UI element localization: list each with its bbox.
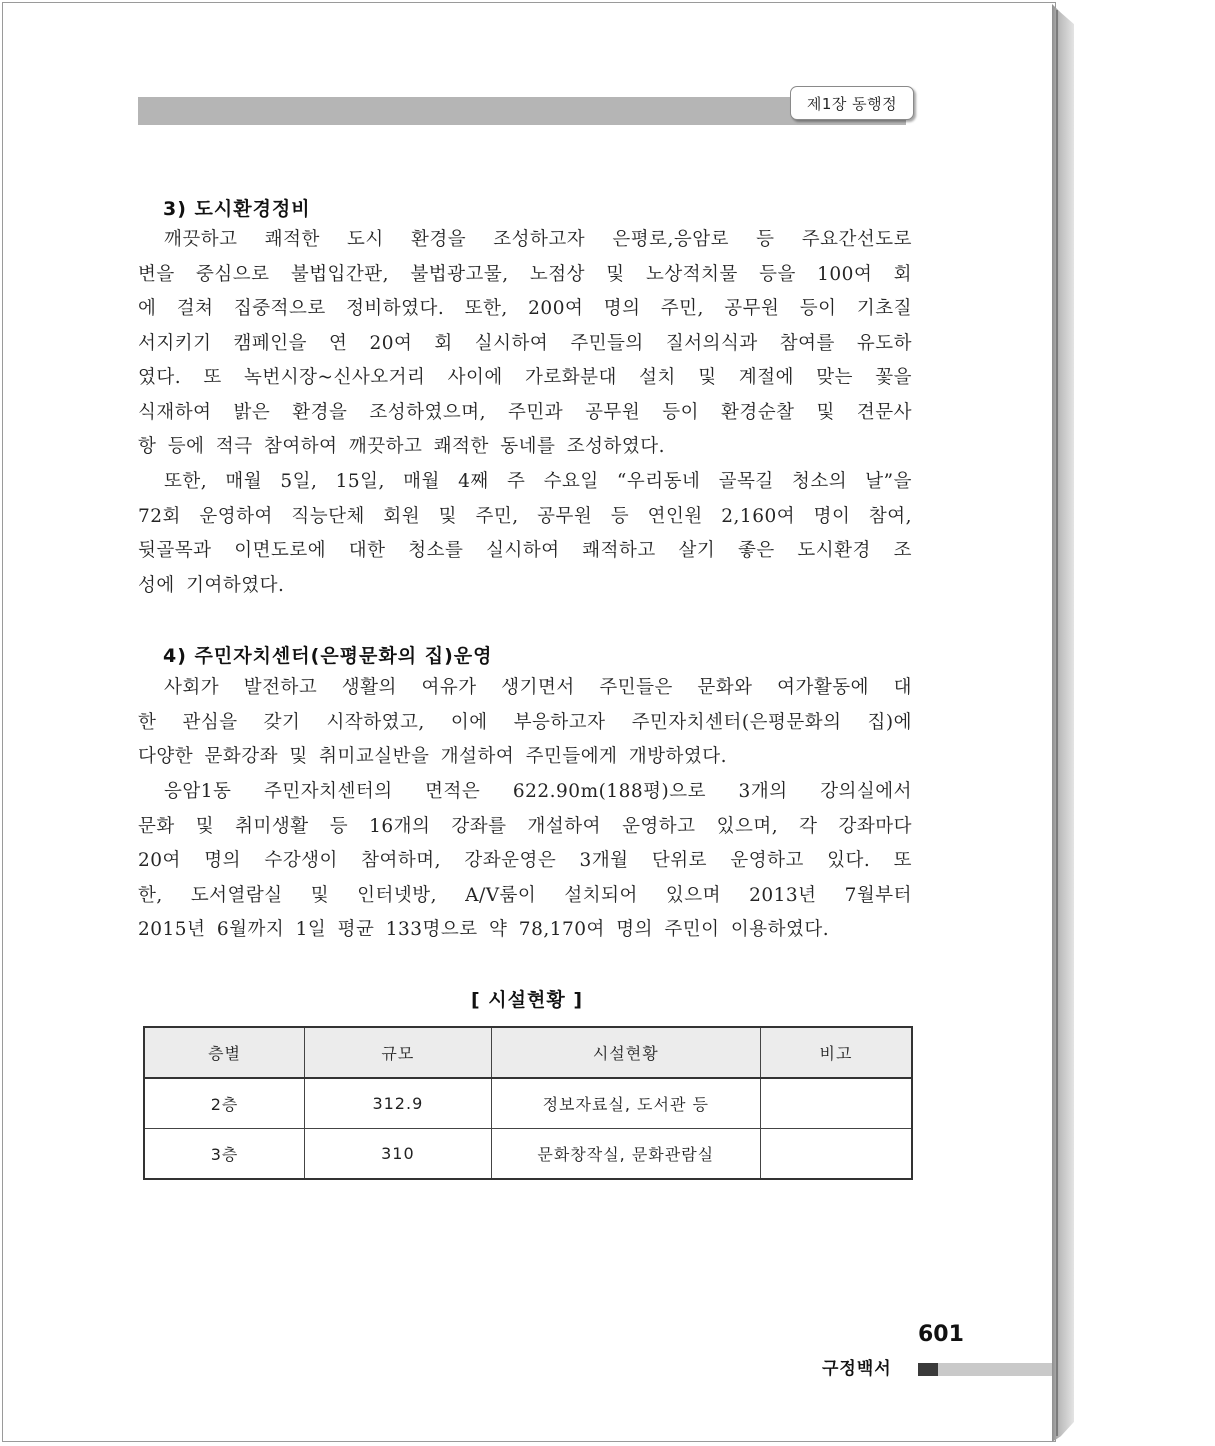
section-4-title: 4) 주민자치센터(은평문화의 집)운영 xyxy=(163,645,493,667)
cell-floor: 3층 xyxy=(144,1129,305,1180)
cell-size: 312.9 xyxy=(305,1078,492,1129)
section-3-paragraph-2 xyxy=(138,465,912,603)
text-line: 72회 운영하여 직능단체 회원 및 주민, 공무원 등 연인원 2,160여 명이 참여, xyxy=(138,505,912,527)
table-row xyxy=(144,1129,912,1180)
text-line: 성에 기여하였다. xyxy=(138,574,285,596)
text-line: 뒷골목과 이면도로에 대한 청소를 실시하여 쾌적하고 살기 좋은 도시환경 조 xyxy=(138,540,912,561)
cell-facility: 문화창작실, 문화관람실 xyxy=(491,1129,760,1180)
text-line: 문화 및 취미생활 등 16개의 강좌를 개설하여 운영하고 있으며, 각 강좌마다 xyxy=(138,815,912,837)
cell-note xyxy=(760,1078,912,1129)
text-line: 항 등에 적극 참여하여 깨끗하고 쾌적한 동네를 조성하였다. xyxy=(138,436,665,457)
text-line: 2015년 6월까지 1일 평균 133명으로 약 78,170여 명의 주민이 이용하였다. xyxy=(138,919,830,940)
header-floor: 층별 xyxy=(144,1027,305,1078)
facility-table xyxy=(143,1026,913,1180)
text-line: 깨끗하고 쾌적한 도시 환경을 조성하고자 은평로,응암로 등 주요간선도로 xyxy=(164,229,912,250)
book-title: 구정백서 xyxy=(822,1359,892,1379)
footer-bar xyxy=(918,1363,1052,1376)
text-line: 다양한 문화강좌 및 취미교실반을 개설하여 주민들에게 개방하였다. xyxy=(138,746,728,767)
text-line: 사회가 발전하고 생활의 여유가 생기면서 주민들은 문화와 여가활동에 대 xyxy=(164,677,912,698)
section-4-paragraph-1 xyxy=(138,671,912,775)
text-line: 였다. 또 녹번시장~신사오거리 사이에 가로화분대 설치 및 계절에 맞는 꽃을 xyxy=(138,367,912,388)
header-size: 규모 xyxy=(305,1027,492,1078)
table-header-row xyxy=(144,1027,912,1078)
cell-floor: 2층 xyxy=(144,1078,305,1129)
header-facility: 시설현황 xyxy=(491,1027,760,1078)
cell-note xyxy=(760,1129,912,1180)
text-line: 한, 도서열람실 및 인터넷방, A/V룸이 설치되어 있으며 2013년 7월부터 xyxy=(138,884,912,906)
page-number: 601 xyxy=(918,1322,964,1347)
text-line: 서지키기 캠페인을 연 20여 회 실시하여 주민들의 질서의식과 참여를 유도하 xyxy=(138,332,912,354)
table-title: [ 시설현황 ] xyxy=(470,989,583,1011)
text-line: 식재하여 밝은 환경을 조성하였으며, 주민과 공무원 등이 환경순찰 및 견문사 xyxy=(138,401,912,423)
page-edge-line xyxy=(1056,10,1058,1436)
text-line: 에 걸쳐 집중적으로 정비하였다. 또한, 200여 명의 주민, 공무원 등이 기초질 xyxy=(138,298,912,319)
cell-size: 310 xyxy=(305,1129,492,1180)
header-note: 비고 xyxy=(760,1027,912,1078)
section-3-title: 3) 도시환경정비 xyxy=(163,198,311,220)
text-line: 20여 명의 수강생이 참여하며, 강좌운영은 3개월 단위로 운영하고 있다. 또 xyxy=(138,850,912,871)
section-4-paragraph-2 xyxy=(138,775,912,948)
text-line: 변을 중심으로 불법입간판, 불법광고물, 노점상 및 노상적치물 등을 100여 회 xyxy=(138,263,912,285)
chapter-tab: 제1장 동행정 xyxy=(790,86,914,120)
table-row xyxy=(144,1078,912,1129)
text-line: 또한, 매월 5일, 15일, 매월 4째 주 수요일 “우리동네 골목길 청소의 날”을 xyxy=(164,471,912,492)
text-line: 한 관심을 갖기 시작하였고, 이에 부응하고자 주민자치센터(은평문화의 집)에 xyxy=(138,711,912,733)
text-line: 응암1동 주민자치센터의 면적은 622.90m(188평)으로 3개의 강의실에서 xyxy=(164,781,912,802)
section-3-paragraph-1 xyxy=(138,223,912,465)
cell-facility: 정보자료실, 도서관 등 xyxy=(491,1078,760,1129)
